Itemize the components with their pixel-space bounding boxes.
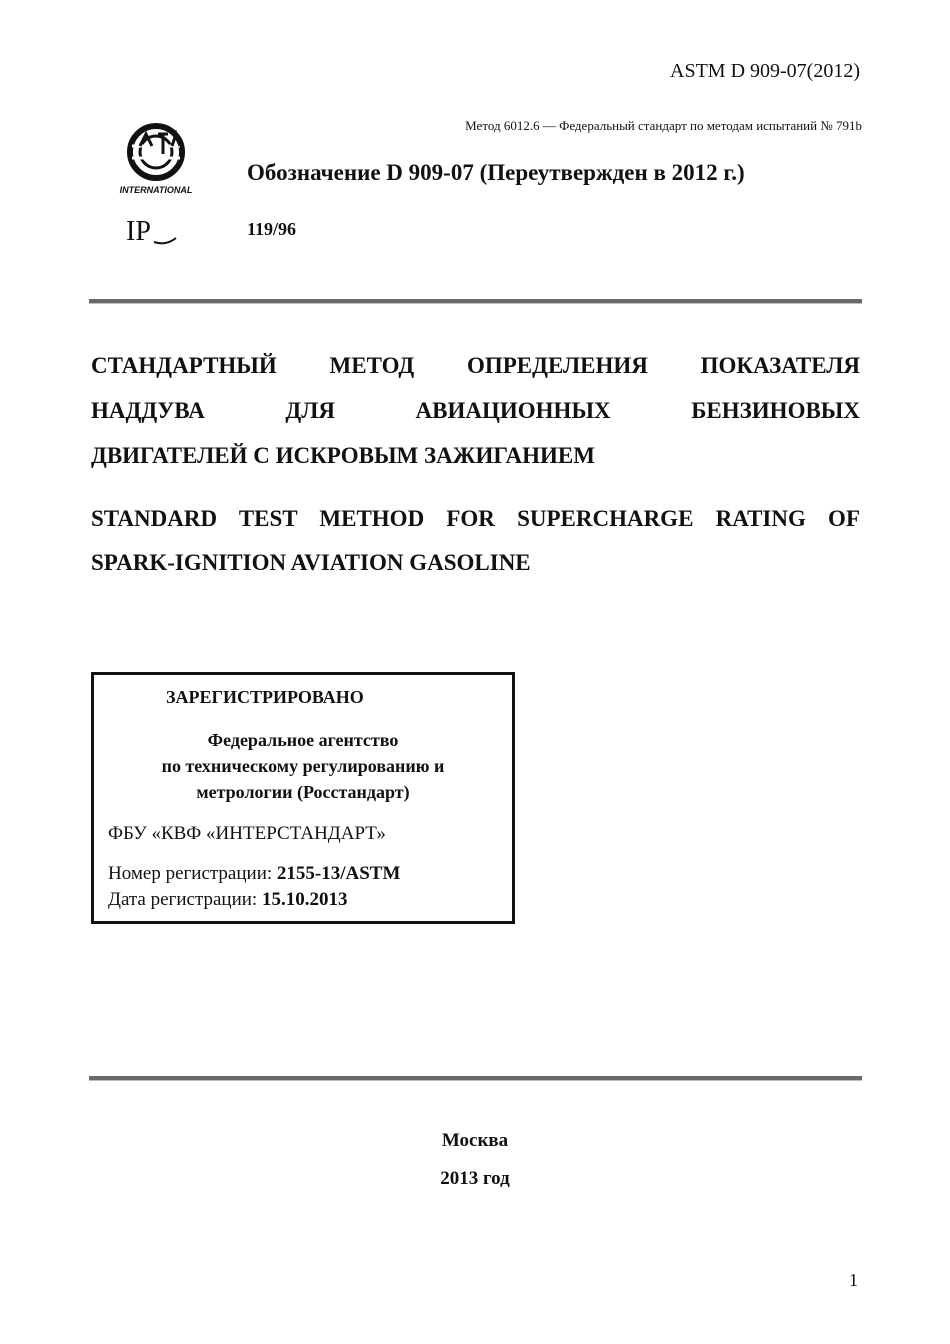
registration-heading: ЗАРЕГИСТРИРОВАНО bbox=[166, 687, 364, 707]
title-ru-line-2: НАДДУВА ДЛЯ АВИАЦИОННЫХ БЕНЗИНОВЫХ bbox=[91, 398, 860, 423]
registration-box bbox=[91, 672, 515, 924]
registration-number-line bbox=[108, 863, 400, 885]
agency-line-3: метрологии (Росстандарт) bbox=[196, 782, 410, 802]
registration-number-value: 2155-13/ASTM bbox=[276, 863, 401, 884]
title-ru-line-1: СТАНДАРТНЫЙ МЕТОД ОПРЕДЕЛЕНИЯ ПОКАЗАТЕЛЯ bbox=[91, 353, 860, 378]
astm-logo-text: INTERNATIONAL bbox=[119, 185, 193, 195]
registration-date-label: Дата регистрации: bbox=[108, 889, 262, 910]
astm-logo bbox=[118, 122, 200, 196]
designation: Обозначение D 909-07 (Переутвержден в 2012 г.) bbox=[247, 160, 745, 185]
top-divider bbox=[89, 299, 862, 303]
registration-organization: ФБУ «КВФ «ИНТЕРСТАНДАРТ» bbox=[108, 823, 386, 844]
year: 2013 год bbox=[440, 1168, 510, 1189]
registration-date-line bbox=[108, 889, 347, 911]
agency-line-2: по техническому регулированию и bbox=[161, 756, 445, 776]
registration-date-value: 15.10.2013 bbox=[261, 889, 348, 910]
ip-number: 119/96 bbox=[247, 219, 297, 239]
title-english bbox=[91, 497, 860, 585]
city: Москва bbox=[441, 1130, 509, 1151]
title-russian bbox=[91, 343, 860, 478]
ip-logo-text: IP bbox=[126, 216, 151, 246]
registration-number-label: Номер регистрации: bbox=[108, 863, 277, 884]
page-number: 1 bbox=[849, 1270, 858, 1290]
agency-line-1: Федеральное агентство bbox=[207, 730, 399, 750]
document-code: ASTM D 909-07(2012) bbox=[670, 60, 860, 82]
bottom-divider bbox=[89, 1076, 862, 1080]
registration-agency bbox=[94, 727, 512, 805]
title-en-line-1: STANDARD TEST METHOD FOR SUPERCHARGE RATING OF bbox=[91, 506, 860, 531]
ip-logo bbox=[124, 214, 178, 246]
method-reference: Метод 6012.6 — Федеральный стандарт по методам испытаний № 791b bbox=[465, 118, 862, 133]
title-en-line-2: SPARK-IGNITION AVIATION GASOLINE bbox=[91, 550, 531, 575]
title-ru-line-3: ДВИГАТЕЛЕЙ С ИСКРОВЫМ ЗАЖИГАНИЕМ bbox=[91, 443, 595, 468]
